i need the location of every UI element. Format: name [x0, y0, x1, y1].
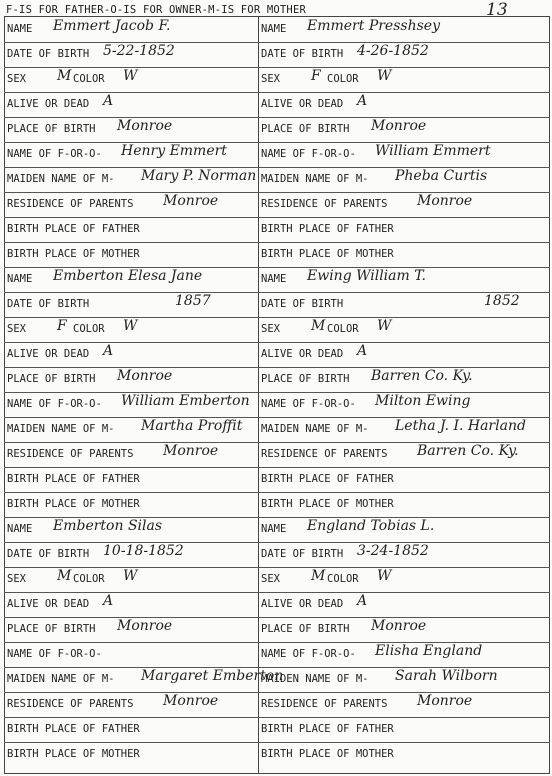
field-label: BIRTH PLACE OF FATHER	[261, 723, 394, 735]
field-value-color: W	[123, 68, 138, 84]
field-alive-or-dead	[5, 92, 258, 117]
field-alive-or-dead	[5, 342, 258, 367]
field-value: Ewing William T.	[307, 268, 426, 284]
field-birth-place-of-mother	[5, 742, 258, 767]
field-birth-place-of-father	[5, 467, 258, 492]
field-label: DATE OF BIRTH	[7, 48, 90, 60]
field-value: A	[103, 93, 114, 109]
field-date-of-birth	[259, 292, 551, 317]
field-residence-of-parents	[5, 192, 258, 217]
field-residence-of-parents	[5, 692, 258, 717]
field-label: SEX	[261, 573, 280, 585]
field-sex	[5, 567, 258, 592]
field-birth-place-of-mother	[5, 492, 258, 517]
field-label: PLACE OF BIRTH	[261, 373, 350, 385]
field-value: F	[57, 318, 67, 334]
record-grid	[4, 16, 550, 774]
field-label: RESIDENCE OF PARENTS	[261, 448, 388, 460]
field-residence-of-parents	[259, 442, 551, 467]
field-label: NAME OF F-OR-O-	[261, 648, 356, 660]
field-label: ALIVE OR DEAD	[261, 348, 344, 360]
field-value: Elisha England	[375, 643, 483, 659]
field-label: BIRTH PLACE OF MOTHER	[261, 748, 394, 760]
field-label: ALIVE OR DEAD	[7, 98, 90, 110]
field-date-of-birth	[5, 42, 258, 67]
field-label-color: COLOR	[327, 573, 359, 585]
field-label: RESIDENCE OF PARENTS	[7, 198, 134, 210]
field-date-of-birth	[259, 542, 551, 567]
field-label: NAME	[7, 23, 33, 35]
field-maiden-name-of-m	[259, 167, 551, 192]
field-value: M	[311, 318, 326, 334]
field-sex	[5, 317, 258, 342]
field-place-of-birth	[259, 617, 551, 642]
field-name-of-f-or-o	[259, 642, 551, 667]
field-label: DATE OF BIRTH	[7, 298, 90, 310]
field-label: PLACE OF BIRTH	[7, 373, 96, 385]
field-sex	[259, 317, 551, 342]
field-sex	[5, 67, 258, 92]
field-label: BIRTH PLACE OF MOTHER	[7, 498, 140, 510]
field-value: Emmert Jacob F.	[53, 18, 171, 34]
field-date-of-birth	[5, 542, 258, 567]
field-value-color: W	[377, 68, 392, 84]
field-label: NAME	[7, 523, 33, 535]
field-value: A	[357, 93, 368, 109]
field-residence-of-parents	[259, 692, 551, 717]
field-birth-place-of-father	[5, 717, 258, 742]
field-place-of-birth	[5, 367, 258, 392]
field-label: DATE OF BIRTH	[261, 548, 344, 560]
field-label: ALIVE OR DEAD	[261, 98, 344, 110]
field-value: A	[357, 343, 368, 359]
field-value: Milton Ewing	[375, 393, 471, 409]
field-alive-or-dead	[5, 592, 258, 617]
field-name-of-f-or-o	[5, 392, 258, 417]
field-value: Sarah Wilborn	[395, 668, 498, 684]
field-value: Monroe	[117, 118, 173, 134]
field-value: Emberton Silas	[53, 518, 163, 534]
field-residence-of-parents	[5, 442, 258, 467]
field-label: NAME OF F-OR-O-	[7, 648, 102, 660]
field-value: Emberton Elesa Jane	[53, 268, 203, 284]
field-value: Mary P. Norman	[141, 168, 257, 184]
field-value: Monroe	[417, 193, 473, 209]
field-alive-or-dead	[259, 342, 551, 367]
field-value: A	[103, 343, 114, 359]
field-alive-or-dead	[259, 592, 551, 617]
field-value: A	[103, 593, 114, 609]
field-label: BIRTH PLACE OF FATHER	[261, 223, 394, 235]
field-value: Henry Emmert	[121, 143, 227, 159]
field-value: 10-18-1852	[103, 543, 184, 559]
field-value-color: W	[377, 318, 392, 334]
field-label: SEX	[261, 323, 280, 335]
field-label-color: COLOR	[327, 323, 359, 335]
field-value: Barren Co. Ky.	[417, 443, 519, 459]
field-label: PLACE OF BIRTH	[261, 123, 350, 135]
field-label: MAIDEN NAME OF M-	[7, 673, 115, 685]
field-label: SEX	[7, 573, 26, 585]
field-label: RESIDENCE OF PARENTS	[7, 698, 134, 710]
field-label: BIRTH PLACE OF FATHER	[7, 723, 140, 735]
field-label: MAIDEN NAME OF M-	[261, 173, 369, 185]
field-value: F	[311, 68, 321, 84]
field-sex	[259, 67, 551, 92]
field-birth-place-of-father	[5, 217, 258, 242]
field-label: RESIDENCE OF PARENTS	[7, 448, 134, 460]
field-value: Barren Co. Ky.	[371, 368, 473, 384]
field-label: NAME OF F-OR-O-	[261, 148, 356, 160]
field-value: Monroe	[163, 443, 219, 459]
field-value: Margaret Emberton	[141, 668, 284, 684]
field-value: M	[311, 568, 326, 584]
field-maiden-name-of-m	[259, 417, 551, 442]
field-value: 3-24-1852	[357, 543, 429, 559]
field-birth-place-of-mother	[5, 242, 258, 267]
field-alive-or-dead	[259, 92, 551, 117]
field-label: NAME	[261, 523, 287, 535]
field-birth-place-of-mother	[259, 742, 551, 767]
field-label: ALIVE OR DEAD	[261, 598, 344, 610]
field-label: MAIDEN NAME OF M-	[261, 423, 369, 435]
field-maiden-name-of-m	[259, 667, 551, 692]
field-label: BIRTH PLACE OF FATHER	[7, 223, 140, 235]
field-maiden-name-of-m	[5, 667, 284, 692]
field-name-of-f-or-o	[5, 642, 258, 667]
field-value-color: W	[123, 568, 138, 584]
field-name	[259, 17, 551, 42]
field-value: William Emberton	[121, 393, 250, 409]
field-label: NAME	[7, 273, 33, 285]
field-label-color: COLOR	[73, 573, 105, 585]
field-label: DATE OF BIRTH	[7, 548, 90, 560]
field-value: M	[57, 568, 72, 584]
field-value: M	[57, 68, 72, 84]
field-birth-place-of-father	[259, 717, 551, 742]
field-name	[259, 517, 551, 542]
field-label-color: COLOR	[327, 73, 359, 85]
field-label: SEX	[261, 73, 280, 85]
field-value: Letha J. I. Harland	[395, 418, 526, 434]
form-legend: F-IS FOR FATHER-O-IS FOR OWNER-M-IS FOR MOTHER	[6, 4, 306, 16]
field-value: England Tobias L.	[307, 518, 435, 534]
field-value: Pheba Curtis	[395, 168, 488, 184]
field-value: 1857	[175, 293, 211, 309]
field-value: Monroe	[117, 368, 173, 384]
field-label: PLACE OF BIRTH	[261, 623, 350, 635]
field-label: MAIDEN NAME OF M-	[261, 673, 369, 685]
field-value: William Emmert	[375, 143, 491, 159]
field-place-of-birth	[259, 117, 551, 142]
field-label: MAIDEN NAME OF M-	[7, 423, 115, 435]
field-label: NAME OF F-OR-O-	[261, 398, 356, 410]
field-label: DATE OF BIRTH	[261, 48, 344, 60]
field-value: Emmert Presshsey	[307, 18, 440, 34]
field-label: MAIDEN NAME OF M-	[7, 173, 115, 185]
field-value: Monroe	[163, 193, 219, 209]
field-label: BIRTH PLACE OF FATHER	[261, 473, 394, 485]
field-value: Martha Proffit	[141, 418, 243, 434]
field-birth-place-of-mother	[259, 492, 551, 517]
field-name	[5, 17, 258, 42]
field-label: BIRTH PLACE OF MOTHER	[261, 248, 394, 260]
field-value: Monroe	[417, 693, 473, 709]
field-label: PLACE OF BIRTH	[7, 623, 96, 635]
page-number: 13	[486, 0, 508, 20]
field-label: NAME OF F-OR-O-	[7, 148, 102, 160]
field-value: 1852	[484, 293, 520, 309]
field-label: ALIVE OR DEAD	[7, 348, 90, 360]
field-name	[259, 267, 551, 292]
field-label: NAME	[261, 273, 287, 285]
field-place-of-birth	[5, 617, 258, 642]
field-label: BIRTH PLACE OF FATHER	[7, 473, 140, 485]
field-name	[5, 517, 258, 542]
field-value: Monroe	[163, 693, 219, 709]
field-label: BIRTH PLACE OF MOTHER	[7, 748, 140, 760]
field-label: NAME OF F-OR-O-	[7, 398, 102, 410]
field-value: Monroe	[117, 618, 173, 634]
field-place-of-birth	[259, 367, 551, 392]
field-label: PLACE OF BIRTH	[7, 123, 96, 135]
field-birth-place-of-mother	[259, 242, 551, 267]
field-value: Monroe	[371, 118, 427, 134]
field-birth-place-of-father	[259, 467, 551, 492]
field-label: RESIDENCE OF PARENTS	[261, 198, 388, 210]
field-residence-of-parents	[259, 192, 551, 217]
field-label-color: COLOR	[73, 73, 105, 85]
field-date-of-birth	[259, 42, 551, 67]
field-sex	[259, 567, 551, 592]
field-label: NAME	[261, 23, 287, 35]
field-date-of-birth	[5, 292, 258, 317]
field-value: A	[357, 593, 368, 609]
field-label: ALIVE OR DEAD	[7, 598, 90, 610]
field-value-color: W	[377, 568, 392, 584]
field-maiden-name-of-m	[5, 167, 258, 192]
field-value: 5-22-1852	[103, 43, 175, 59]
field-value: 4-26-1852	[357, 43, 429, 59]
field-label: BIRTH PLACE OF MOTHER	[7, 248, 140, 260]
field-label-color: COLOR	[73, 323, 105, 335]
field-label: DATE OF BIRTH	[261, 298, 344, 310]
field-place-of-birth	[5, 117, 258, 142]
field-label: SEX	[7, 323, 26, 335]
field-name-of-f-or-o	[5, 142, 258, 167]
field-name	[5, 267, 258, 292]
field-label: BIRTH PLACE OF MOTHER	[261, 498, 394, 510]
field-maiden-name-of-m	[5, 417, 258, 442]
field-value-color: W	[123, 318, 138, 334]
field-label: SEX	[7, 73, 26, 85]
field-name-of-f-or-o	[259, 142, 551, 167]
field-name-of-f-or-o	[259, 392, 551, 417]
field-value: Monroe	[371, 618, 427, 634]
field-label: RESIDENCE OF PARENTS	[261, 698, 388, 710]
field-birth-place-of-father	[259, 217, 551, 242]
